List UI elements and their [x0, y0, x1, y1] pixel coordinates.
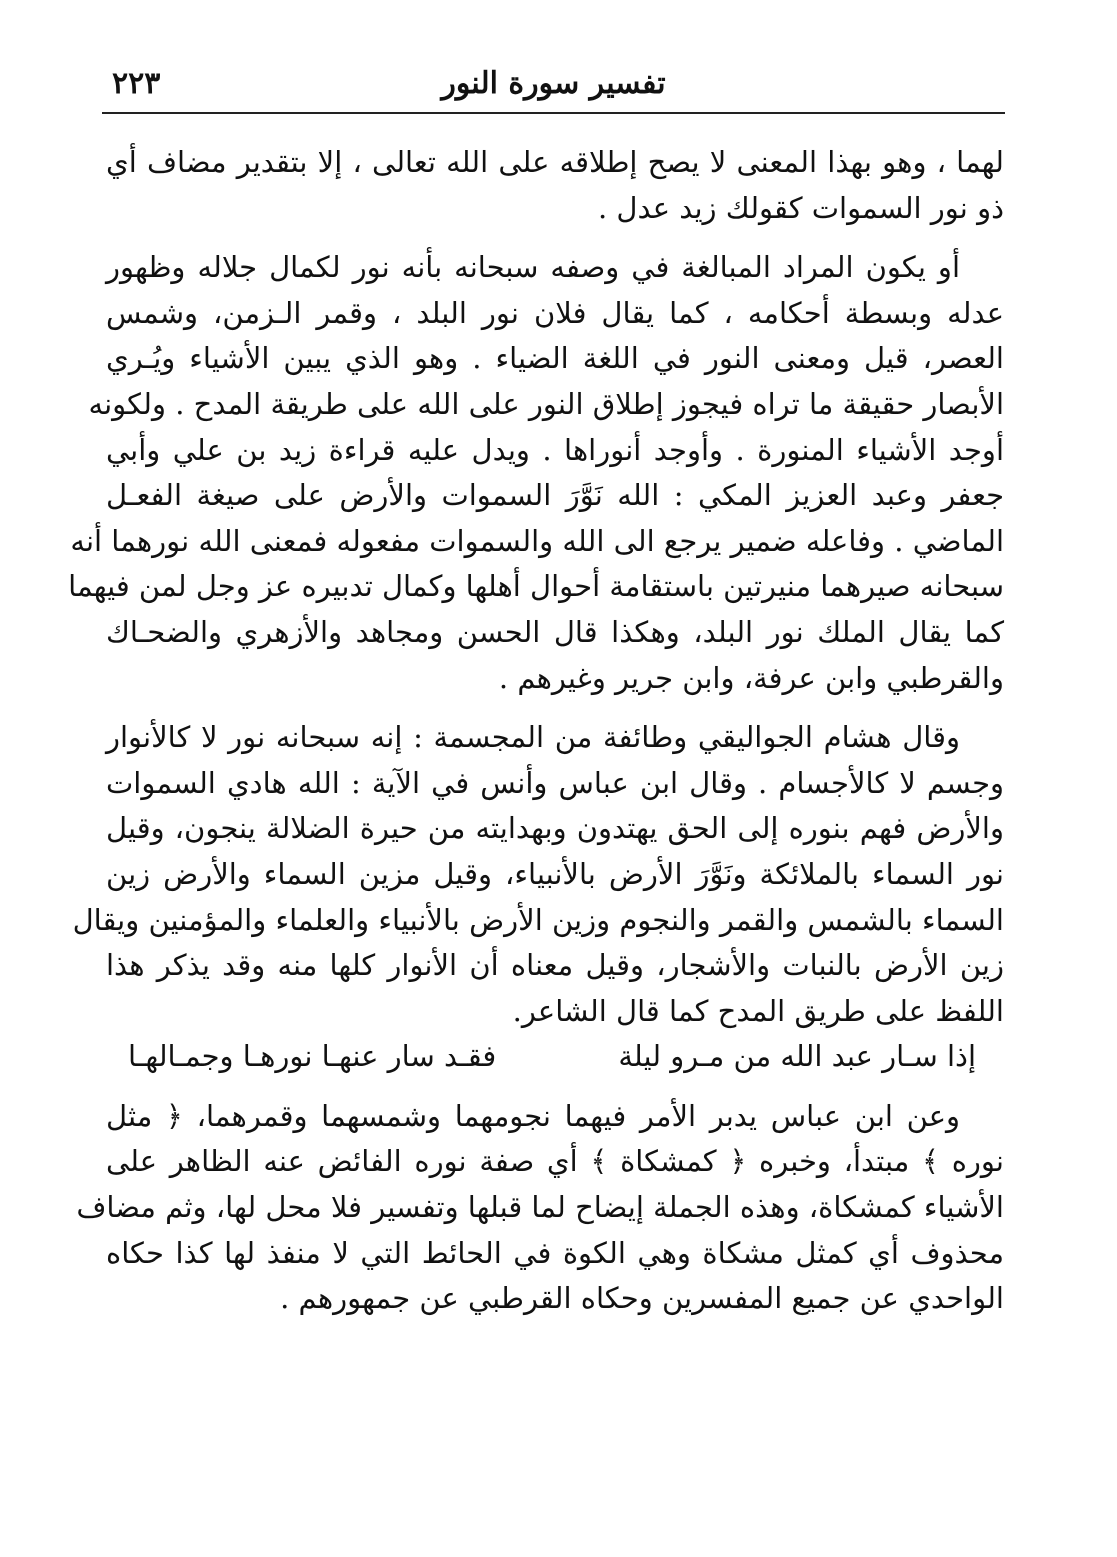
poem-second-hemistich: فقـد سار عنهـا نورهـا وجمـالهـا	[128, 1039, 497, 1074]
text-line: محذوف أي كمثل مشكاة وهي الكوة في الحائط التي لا منفذ لها كذا حكاه	[106, 1235, 1004, 1270]
text-line: زين الأرض بالنبات والأشجار، وقيل معناه أن الأنوار كلها منه وقد يذكر هذا	[106, 948, 1004, 983]
paragraph-4	[76, 1094, 1004, 1322]
text-line: الأشياء كمشكاة، وهذه الجملة إيضاح لما قبلها وتفسير فلا محل لها، وثم مضاف	[76, 1190, 1004, 1225]
text-line: أو يكون المراد المبالغة في وصفه سبحانه بأنه نور لكمال جلاله وظهور	[106, 250, 960, 285]
paragraph-3	[72, 715, 1004, 1034]
text-line: والقرطبي وابن عرفة، وابن جرير وغيرهم .	[498, 660, 1004, 695]
paragraph-1	[106, 140, 1004, 231]
text-line: لهما ، وهو بهذا المعنى لا يصح إطلاقه على الله تعالى ، إلا بتقدير مضاف أي	[106, 145, 1004, 179]
text-line: السماء بالشمس والقمر والنجوم وزين الأرض بالأنبياء والعلماء والمؤمنين ويقال	[72, 902, 1004, 937]
text-line: نوره ﴾ مبتدأ، وخبره ﴿ كمشكاة ﴾ أي صفة نوره الفائض عنه الظاهر على	[106, 1144, 1004, 1179]
text-line: نور السماء بالملائكة ونَوَّرَ الأرض بالأنبياء، وقيل مزين السماء والأرض زين	[106, 856, 1004, 891]
text-line: وعن ابن عباس يدبر الأمر فيهما نجومهما وشمسهما وقمرهما، ﴿ مثل	[106, 1098, 960, 1133]
page-number: ٢٢٣	[112, 66, 161, 101]
text-line: اللفظ على طريق المدح كما قال الشاعر.	[512, 993, 1004, 1028]
text-line: الأبصار حقيقة ما تراه فيجوز إطلاق النور على الله على طريقة المدح . ولكونه	[88, 386, 1004, 421]
text-line: كما يقال الملك نور البلد، وهكذا قال الحسن ومجاهد والأزهري والضحـاك	[106, 614, 1004, 649]
body-text	[68, 140, 1004, 1322]
paragraph-2	[68, 245, 1004, 701]
text-line: جعفر وعبد العزيز المكي : الله نَوَّرَ السموات والأرض على صيغة الفعـل	[106, 478, 1004, 513]
text-line: ذو نور السموات كقولك زيد عدل .	[598, 190, 1004, 225]
poem-verse	[128, 1034, 976, 1080]
page-header	[102, 62, 1005, 114]
poem-first-hemistich: إذا سـار عبد الله من مـرو ليلة	[618, 1039, 976, 1074]
text-line: سبحانه صيرهما منيرتين باستقامة أحوال أهلها وكمال تدبيره عز وجل لمن فيهما	[68, 569, 1004, 604]
text-line: وقال هشام الجواليقي وطائفة من المجسمة : إنه سبحانه نور لا كالأنوار	[106, 720, 960, 755]
text-line: عدله وبسطة أحكامه ، كما يقال فلان نور البلد ، وقمر الـزمن، وشمس	[106, 295, 1004, 330]
running-title: تفسير سورة النور	[441, 66, 666, 101]
text-line: أوجد الأشياء المنورة . وأوجد أنوراها . ويدل عليه قراءة زيد بن علي وأبي	[106, 432, 1004, 467]
text-line: وجسم لا كالأجسام . وقال ابن عباس وأنس في الآية : الله هادي السموات	[106, 765, 1004, 800]
text-line: الواحدي عن جميع المفسرين وحكاه القرطبي عن جمهورهم .	[280, 1281, 1004, 1316]
text-line: العصر، قيل ومعنى النور في اللغة الضياء . وهو الذي يبين الأشياء ويُـري	[106, 341, 1004, 376]
text-line: والأرض فهم بنوره إلى الحق يهتدون وبهدايته من حيرة الضلالة ينجون، وقيل	[106, 811, 1004, 846]
text-line: الماضي . وفاعله ضمير يرجع الى الله والسموات مفعوله فمعنى الله نورهما أنه	[70, 523, 1004, 558]
